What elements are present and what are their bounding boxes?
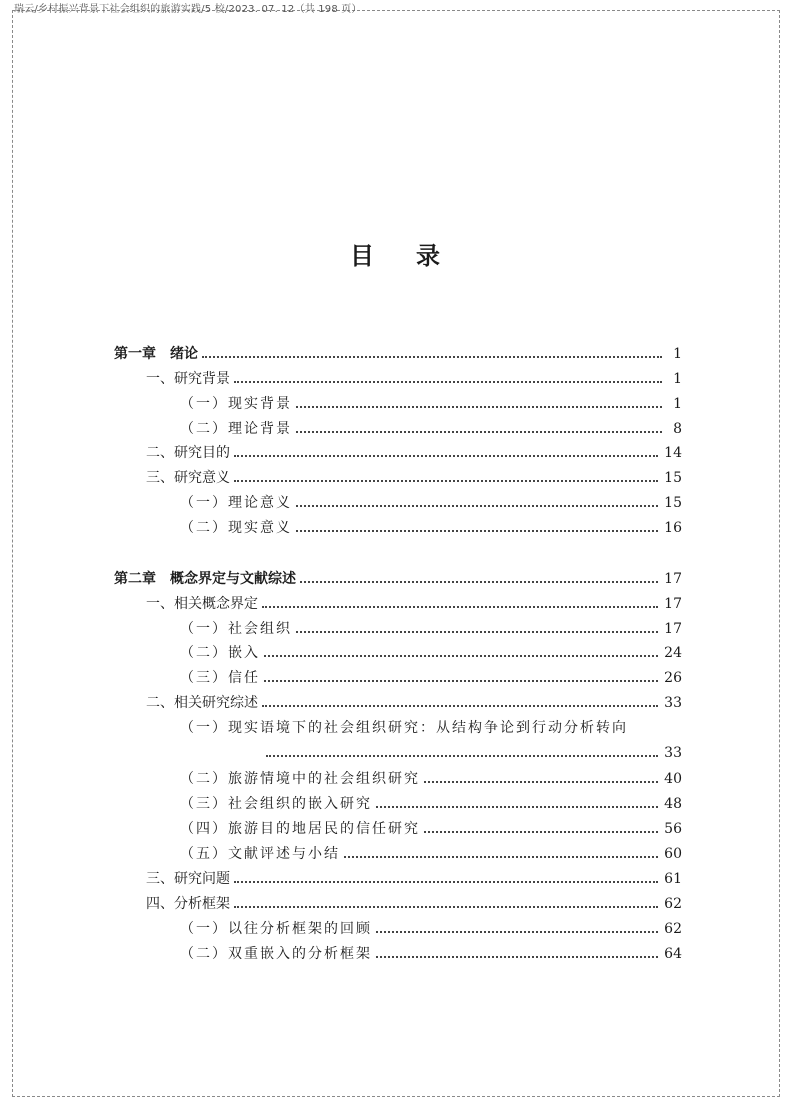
toc-label: 三、研究意义 [146,470,230,486]
toc-leader-dots [234,455,658,457]
toc-page-number: 48 [664,796,682,812]
toc-page-number: 62 [664,896,682,912]
toc-leader-dots [234,906,658,908]
toc-chapter-1[interactable] [114,344,682,364]
toc-page-number: 1 [673,371,682,387]
toc-leader-dots [234,881,658,883]
toc-page-number: 17 [664,596,682,612]
toc-leader-dots [234,480,658,482]
toc-page-number: 17 [664,571,682,587]
toc-label: 三、研究问题 [146,871,230,887]
toc-subsection[interactable] [180,518,682,538]
toc-subsection[interactable] [180,819,682,839]
toc-label: （一）以往分析框架的回顾 [180,921,372,937]
toc-label: （三）社会组织的嵌入研究 [180,796,372,812]
toc-leader-dots [300,581,658,583]
toc-page-number: 26 [664,670,682,686]
toc-leader-dots [296,406,662,408]
toc-leader-dots [264,655,658,657]
toc-subsection[interactable] [180,919,682,939]
toc-leader-dots [376,931,658,933]
toc-label: （一）现实背景 [180,396,292,412]
toc-label: （二）双重嵌入的分析框架 [180,946,372,962]
toc-section[interactable] [146,443,682,463]
toc-leader-dots [262,606,658,608]
toc-label: （二）嵌入 [180,645,260,661]
toc-subsection-continuation[interactable] [264,743,682,763]
toc-section[interactable] [146,369,682,389]
toc-page-number: 64 [664,946,682,962]
toc-subsection[interactable] [180,419,682,439]
toc-leader-dots [262,705,658,707]
toc-page-number: 1 [673,346,682,362]
toc-chapter-2[interactable] [114,569,682,589]
toc-section[interactable] [146,594,682,614]
toc-page-number: 8 [673,421,682,437]
running-header: 瑞云/乡村振兴背景下社会组织的旅游实践/5 校/2023. 07. 12（共 198 页） [14,4,362,15]
toc-page-number: 40 [664,771,682,787]
toc-section[interactable] [146,468,682,488]
toc-label: （二）旅游情境中的社会组织研究 [180,771,420,787]
toc-subsection[interactable] [180,619,682,639]
toc-leader-dots [264,680,658,682]
toc-label: 第二章 概念界定与文献综述 [114,571,296,587]
page-title: 目录 [350,242,482,270]
toc-page-number: 1 [673,396,682,412]
toc-page-number: 24 [664,645,682,661]
toc-subsection[interactable] [180,643,682,663]
toc-page-number: 17 [664,621,682,637]
toc-label: 二、研究目的 [146,445,230,461]
toc-page-number: 56 [664,821,682,837]
toc-leader-dots [296,530,658,532]
toc-subsection[interactable] [180,668,682,688]
toc-subsection-long-label[interactable]: （一）现实语境下的社会组织研究：从结构争论到行动分析转向 [180,720,628,736]
toc-leader-dots [296,631,658,633]
toc-page-number: 15 [664,495,682,511]
toc-label: （五）文献评述与小结 [180,846,340,862]
toc-page-number: 33 [664,695,682,711]
toc-page-number: 60 [664,846,682,862]
toc-leader-dots [344,856,658,858]
toc-label: （二）现实意义 [180,520,292,536]
toc-subsection[interactable] [180,794,682,814]
toc-leader-dots [424,831,658,833]
toc-section[interactable] [146,693,682,713]
toc-label: （二）理论背景 [180,421,292,437]
toc-page-number: 15 [664,470,682,486]
toc-subsection[interactable] [180,844,682,864]
toc-label: 第一章 绪论 [114,346,198,362]
toc-page-number: 61 [664,871,682,887]
toc-leader-dots [424,781,658,783]
toc-page-number: 62 [664,921,682,937]
toc-subsection[interactable] [180,394,682,414]
toc-leader-dots [296,505,658,507]
toc-page-number: 14 [664,445,682,461]
toc-leader-dots [376,806,658,808]
toc-page-number: 16 [664,520,682,536]
toc-leader-dots [234,381,662,383]
toc-label: （四）旅游目的地居民的信任研究 [180,821,420,837]
toc-subsection[interactable] [180,493,682,513]
toc-leader-dots [202,356,662,358]
toc-label: 四、分析框架 [146,896,230,912]
toc-subsection[interactable] [180,944,682,964]
toc-label: 二、相关研究综述 [146,695,258,711]
toc-label: （一）社会组织 [180,621,292,637]
toc-page-number: 33 [664,745,682,761]
toc-leader-dots [296,431,662,433]
toc-label: （一）理论意义 [180,495,292,511]
toc-section[interactable] [146,894,682,914]
toc-leader-dots [266,755,658,757]
toc-label: 一、研究背景 [146,371,230,387]
toc-label: （三）信任 [180,670,260,686]
toc-label: 一、相关概念界定 [146,596,258,612]
toc-subsection[interactable] [180,769,682,789]
toc-section[interactable] [146,869,682,889]
toc-leader-dots [376,956,658,958]
